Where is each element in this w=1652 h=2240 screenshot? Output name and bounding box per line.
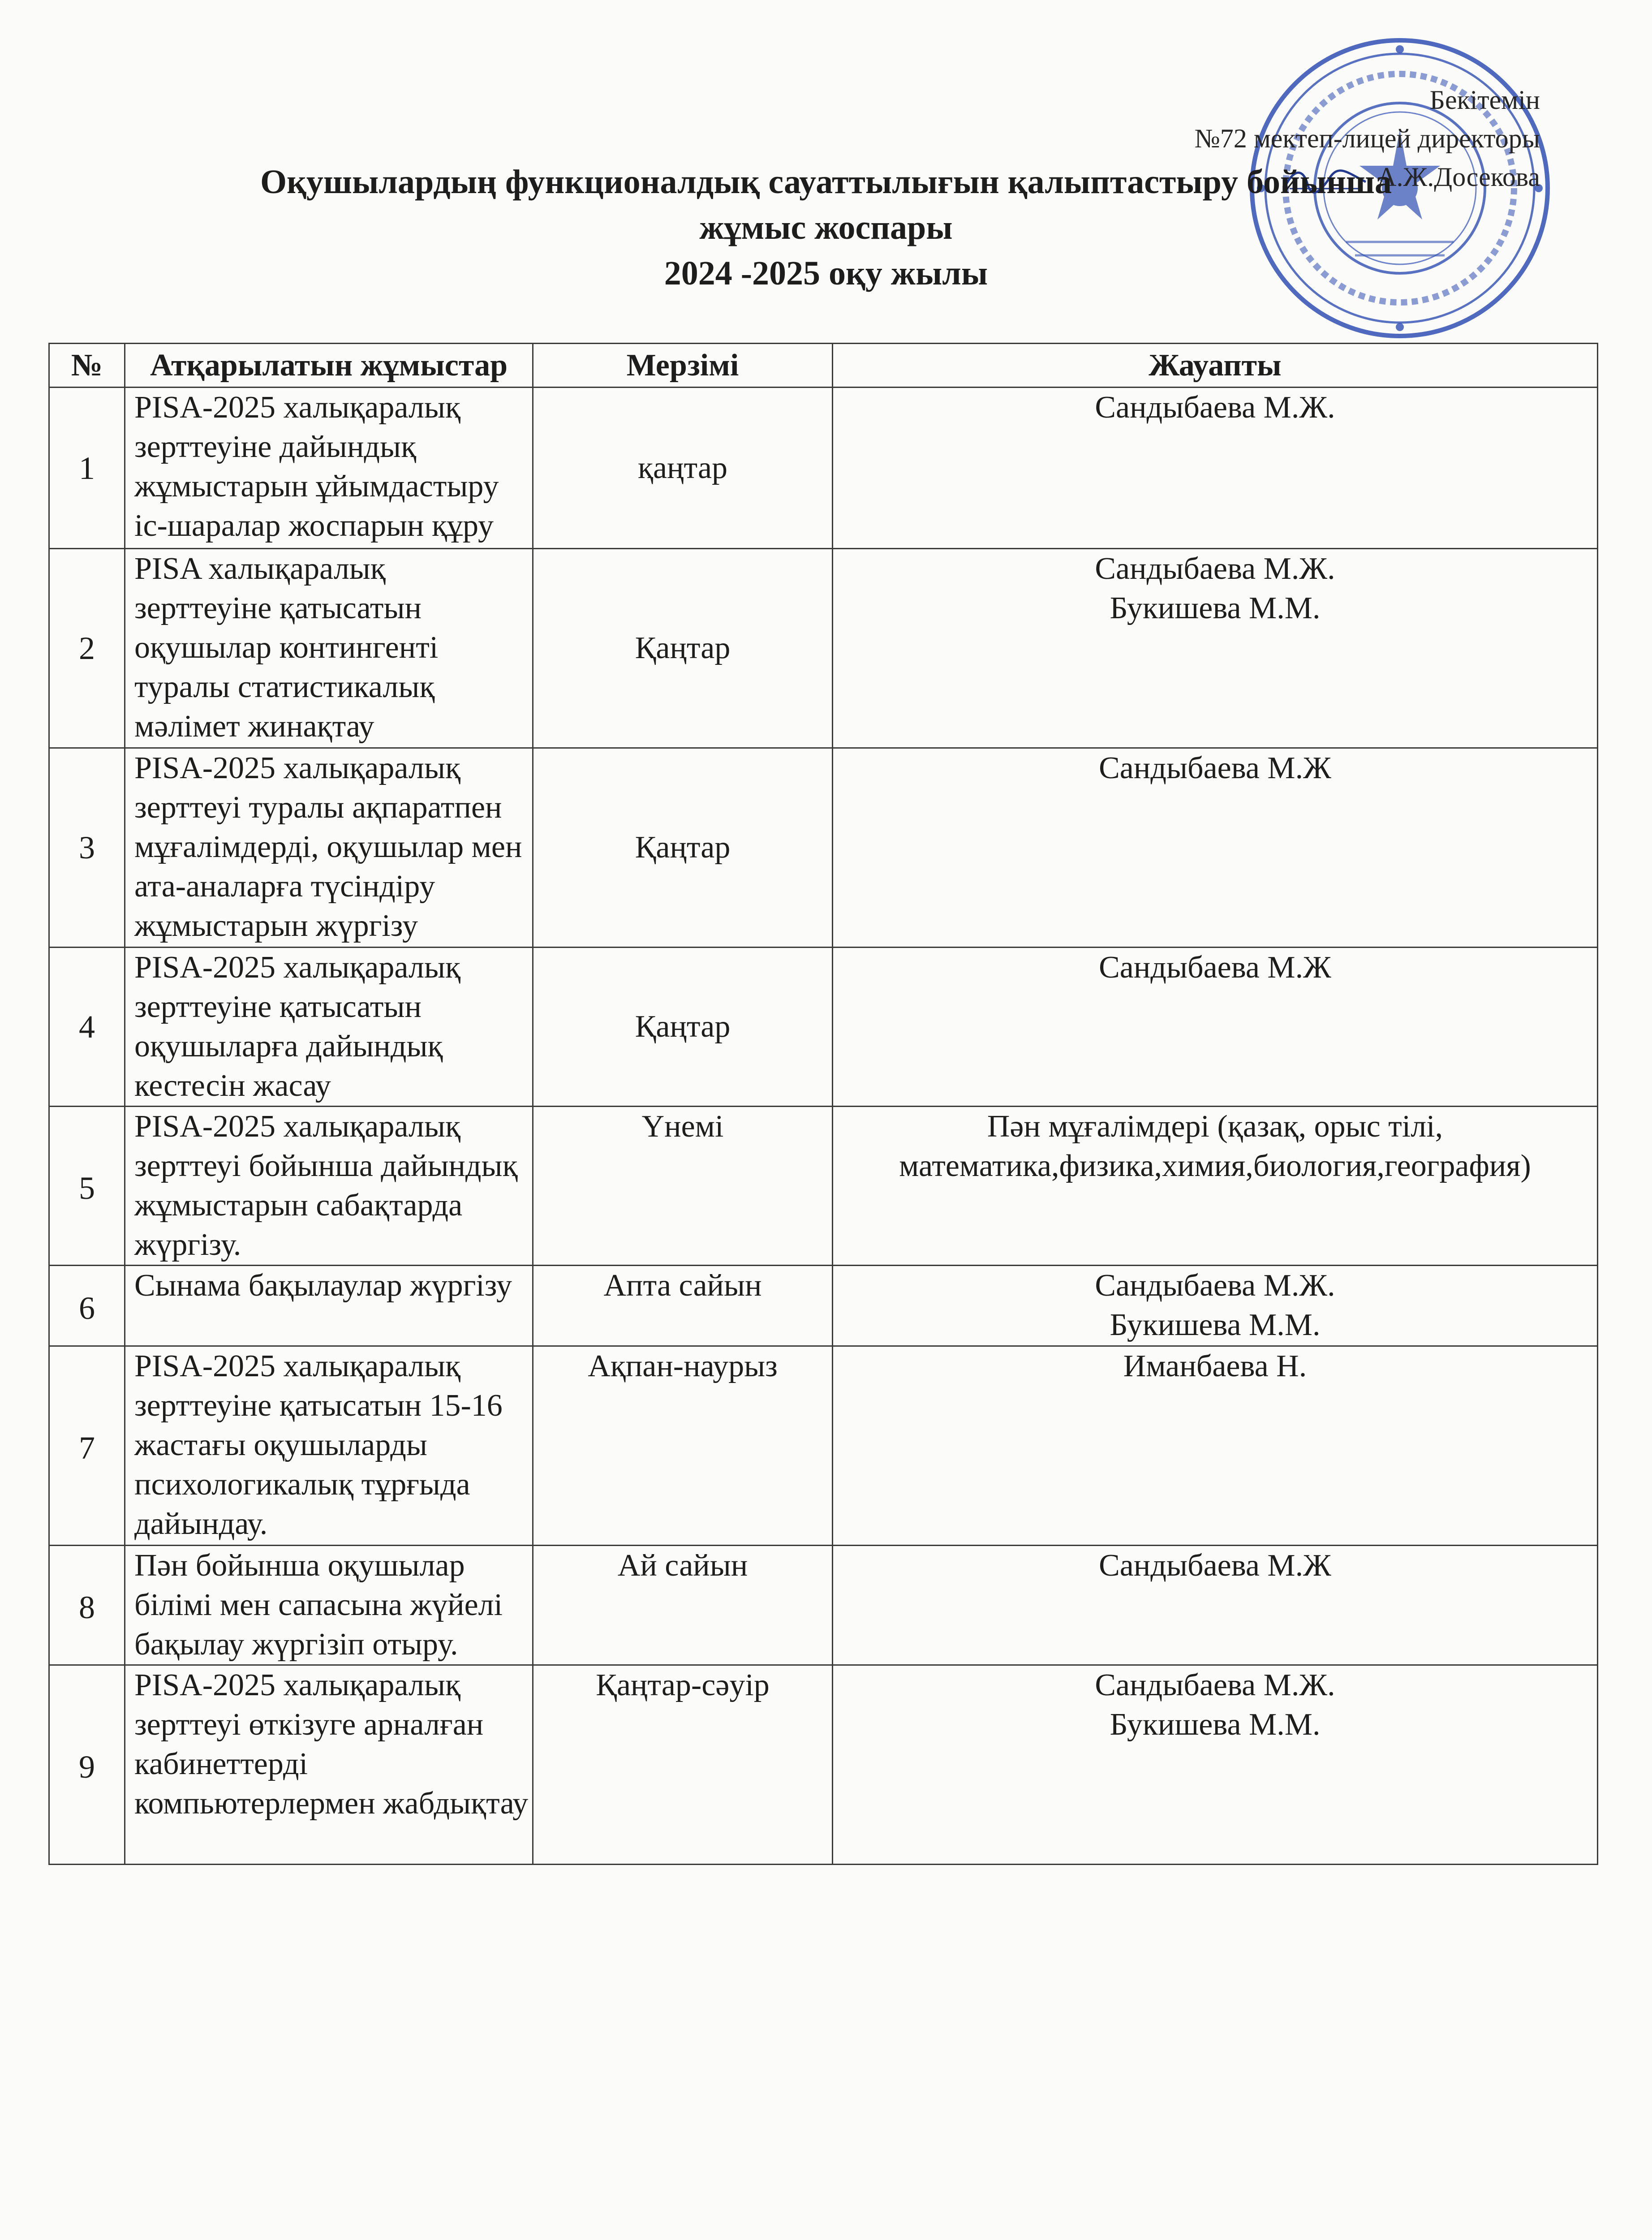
responsible-person: математика,физика,химия,биология,география) [899, 1149, 1531, 1183]
row-responsible [833, 748, 1598, 948]
row-term: Қаңтар [533, 549, 833, 748]
row-num: 1 [49, 388, 125, 549]
row-responsible [833, 1546, 1598, 1665]
row-responsible [833, 1266, 1598, 1346]
row-responsible [833, 1346, 1598, 1546]
table-row [49, 1546, 1598, 1665]
row-num: 2 [49, 549, 125, 748]
responsible-person: Сандыбаева М.Ж [1099, 1548, 1331, 1583]
row-term: Ақпан-наурыз [533, 1346, 833, 1546]
row-responsible [833, 1107, 1598, 1266]
table-row [49, 1665, 1598, 1865]
responsible-person: Иманбаева Н. [1123, 1349, 1307, 1383]
header-resp: Жауапты [833, 344, 1598, 388]
work-plan-table [48, 343, 1598, 1865]
row-task: PISA-2025 халықаралық зерттеуіне дайындық жұмыстарын ұйымдастыру іс-шаралар жоспарын құру [125, 388, 533, 549]
header-num: № [49, 344, 125, 388]
table-row [49, 388, 1598, 549]
approval-title: Бекітемін [1429, 85, 1540, 115]
table-row [49, 549, 1598, 748]
row-num: 7 [49, 1346, 125, 1546]
row-responsible [833, 1665, 1598, 1865]
row-num: 8 [49, 1546, 125, 1665]
row-task: PISA-2025 халықаралық зерттеуіне қатысатын 15-16 жастағы оқушыларды психологикалық тұрғыда дайындау. [125, 1346, 533, 1546]
table-row [49, 1107, 1598, 1266]
title-line-3: 2024 -2025 оқу жылы [664, 254, 988, 292]
row-responsible [833, 388, 1598, 549]
header-term: Мерзімі [533, 344, 833, 388]
responsible-person: Пән мұғалімдері (қазақ, орыс тілі, [987, 1109, 1443, 1144]
row-num: 4 [49, 948, 125, 1107]
document-title [0, 159, 1652, 296]
responsible-person: Сандыбаева М.Ж [1099, 751, 1331, 785]
row-task: PISA-2025 халықаралық зерттеуі бойынша дайындық жұмыстарын сабақтарда жүргізу. [125, 1107, 533, 1266]
responsible-person: Сандыбаева М.Ж. [1095, 551, 1335, 586]
approval-signer-name: А.Ж.Досекова [1377, 162, 1540, 192]
row-num: 9 [49, 1665, 125, 1865]
row-term: Ай сайын [533, 1546, 833, 1665]
row-task: Пән бойынша оқушылар білімі мен сапасына жүйелі бақылау жүргізіп отыру. [125, 1546, 533, 1665]
table-row [49, 948, 1598, 1107]
row-term: Үнемі [533, 1107, 833, 1266]
row-responsible [833, 948, 1598, 1107]
responsible-person: Букишева М.М. [1110, 591, 1321, 625]
approval-position: №72 мектеп-лицей директоры [1194, 124, 1540, 153]
table-row [49, 1266, 1598, 1346]
header-task: Атқарылатын жұмыстар [125, 344, 533, 388]
row-term: Қаңтар [533, 948, 833, 1107]
responsible-person: Сандыбаева М.Ж [1099, 950, 1331, 985]
row-task: PISA-2025 халықаралық зерттеуі туралы ақпаратпен мұғалімдерді, оқушылар мен ата-аналарға түсіндіру жұмыстарын жүргізу [125, 748, 533, 948]
row-responsible [833, 549, 1598, 748]
row-num: 3 [49, 748, 125, 948]
row-task: Сынама бақылаулар жүргізу [125, 1266, 533, 1346]
responsible-person: Сандыбаева М.Ж. [1095, 1268, 1335, 1303]
row-num: 6 [49, 1266, 125, 1346]
responsible-person: Сандыбаева М.Ж. [1095, 1668, 1335, 1702]
responsible-person: Букишева М.М. [1110, 1308, 1321, 1342]
row-term: қаңтар [533, 388, 833, 549]
row-term: Қаңтар [533, 748, 833, 948]
title-line-1: Оқушылардың функционалдық сауаттылығын қалыптастыру бойынша [260, 163, 1392, 201]
table-row [49, 748, 1598, 948]
table-row [49, 1346, 1598, 1546]
responsible-person: Букишева М.М. [1110, 1707, 1321, 1742]
row-task: PISA халықаралық зерттеуіне қатысатын оқушылар контингенті туралы статистикалық мәлімет жинақтау [125, 549, 533, 748]
row-term: Апта сайын [533, 1266, 833, 1346]
row-task: PISA-2025 халықаралық зерттеуіне қатысатын оқушыларға дайындық кестесін жасау [125, 948, 533, 1107]
row-num: 5 [49, 1107, 125, 1266]
responsible-person: Сандыбаева М.Ж. [1095, 390, 1335, 425]
row-term: Қаңтар-сәуір [533, 1665, 833, 1865]
table-header-row [49, 344, 1598, 388]
title-line-2: жұмыс жоспары [699, 209, 953, 246]
row-task: PISA-2025 халықаралық зерттеуі өткізуге арналған кабинеттерді компьютерлермен жабдықтау [125, 1665, 533, 1865]
